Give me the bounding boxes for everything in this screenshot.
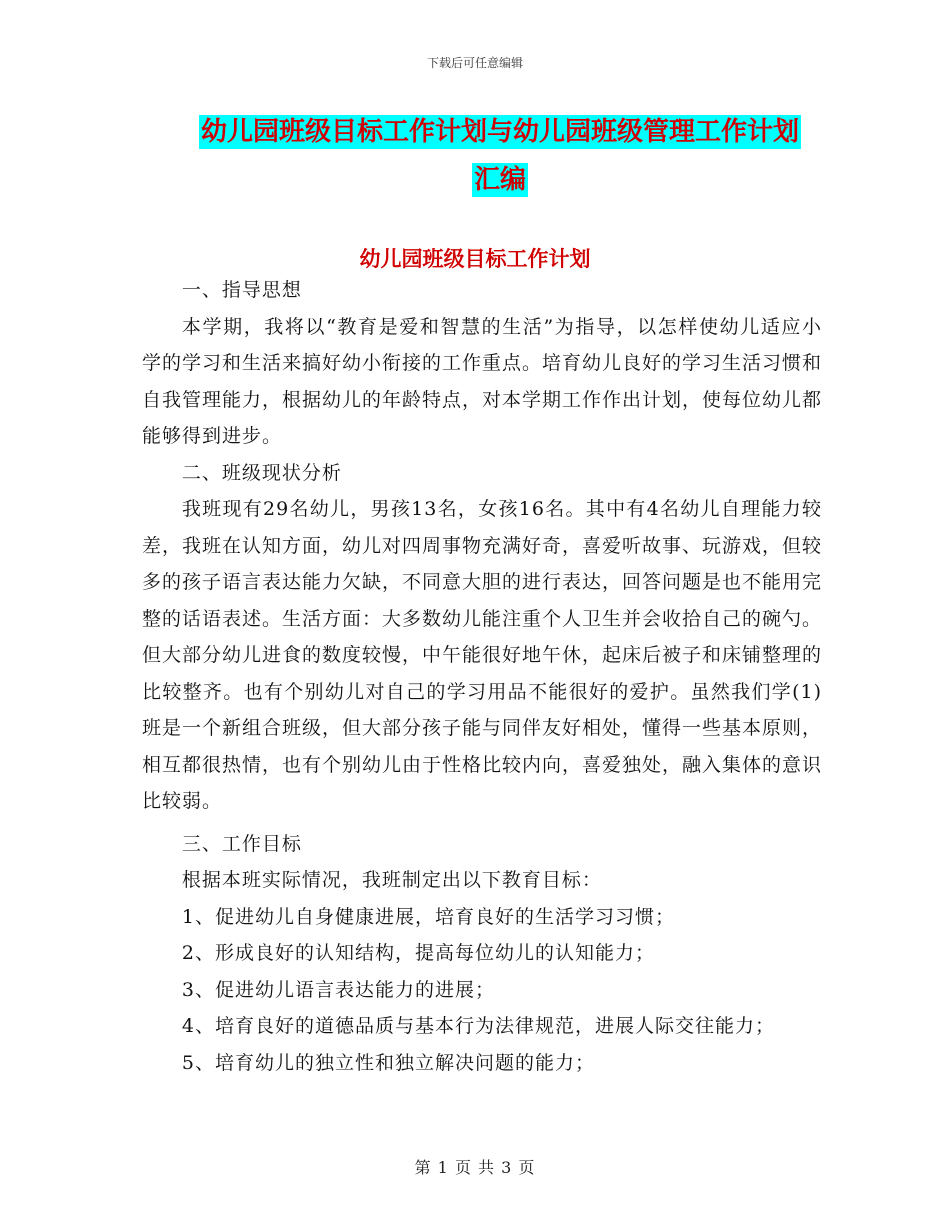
heading-guiding-thought: 一、指导思想 bbox=[181, 279, 302, 301]
paragraph-guiding-thought: 本学期，我将以“教育是爱和智慧的生活”为指导，以怎样使幼儿适应小学的学习和生活来搞好幼小衔接的工作重点。培育幼儿良好的学习生活习惯和自我管理能力，根据幼儿的年龄特点，对本学期工作作出计划，使每位幼儿都能够得到进步。 bbox=[142, 315, 823, 447]
section-title: 幼儿园班级目标工作计划 bbox=[359, 246, 591, 271]
heading-class-analysis: 二、班级现状分析 bbox=[181, 461, 342, 484]
goal-item: 4、培育良好的道德品质与基本行为法律规范，进展人际交往能力； bbox=[181, 1015, 775, 1037]
document-title-line1: 幼儿园班级目标工作计划与幼儿园班级管理工作计划 bbox=[200, 117, 799, 147]
document-title-line2: 汇编 bbox=[473, 165, 526, 195]
goals-intro: 根据本班实际情况，我班制定出以下教育目标： bbox=[181, 869, 602, 891]
goal-item: 5、培育幼儿的独立性和独立解决问题的能力； bbox=[181, 1051, 595, 1074]
page-header-note: 下载后可任意编辑 bbox=[426, 56, 523, 70]
paragraph-class-analysis: 我班现有29名幼儿，男孩13名，女孩16名。其中有4名幼儿自理能力较差，我班在认知方面，幼儿对四周事物充满好奇，喜爱听故事、玩游戏，但较多的孩子语言表达能力欠缺，不同意大胆的进行表达，回答问题是也不能用完整的话语表述。生活方面：大多数幼儿能注重个人卫生并会收拾自己的碗勺。但大部分幼儿进食的数度较慢，中午能很好地午休，起床后被子和床铺整理的比较整齐。也有个别幼儿对自己的学习用品不能很好的爱护。虽然我们学(1)班是一个新组合班级，但大部分孩子能与同伴友好相处，懂得一些基本原则，相互都很热情，也有个别幼儿由于性格比较内向，喜爱独处，融入集体的意识比较弱。 bbox=[142, 498, 823, 812]
heading-work-goals: 三、工作目标 bbox=[181, 832, 302, 855]
goal-item: 3、促进幼儿语言表达能力的进展； bbox=[181, 978, 495, 1001]
goal-item: 2、形成良好的认知结构，提高每位幼儿的认知能力； bbox=[181, 942, 655, 964]
page-number: 第 1 页 共 3 页 bbox=[414, 1158, 536, 1177]
goal-item: 1、促进幼儿自身健康进展，培育良好的生活学习习惯； bbox=[181, 905, 675, 928]
document-body bbox=[142, 272, 822, 1081]
document-title bbox=[140, 108, 860, 204]
